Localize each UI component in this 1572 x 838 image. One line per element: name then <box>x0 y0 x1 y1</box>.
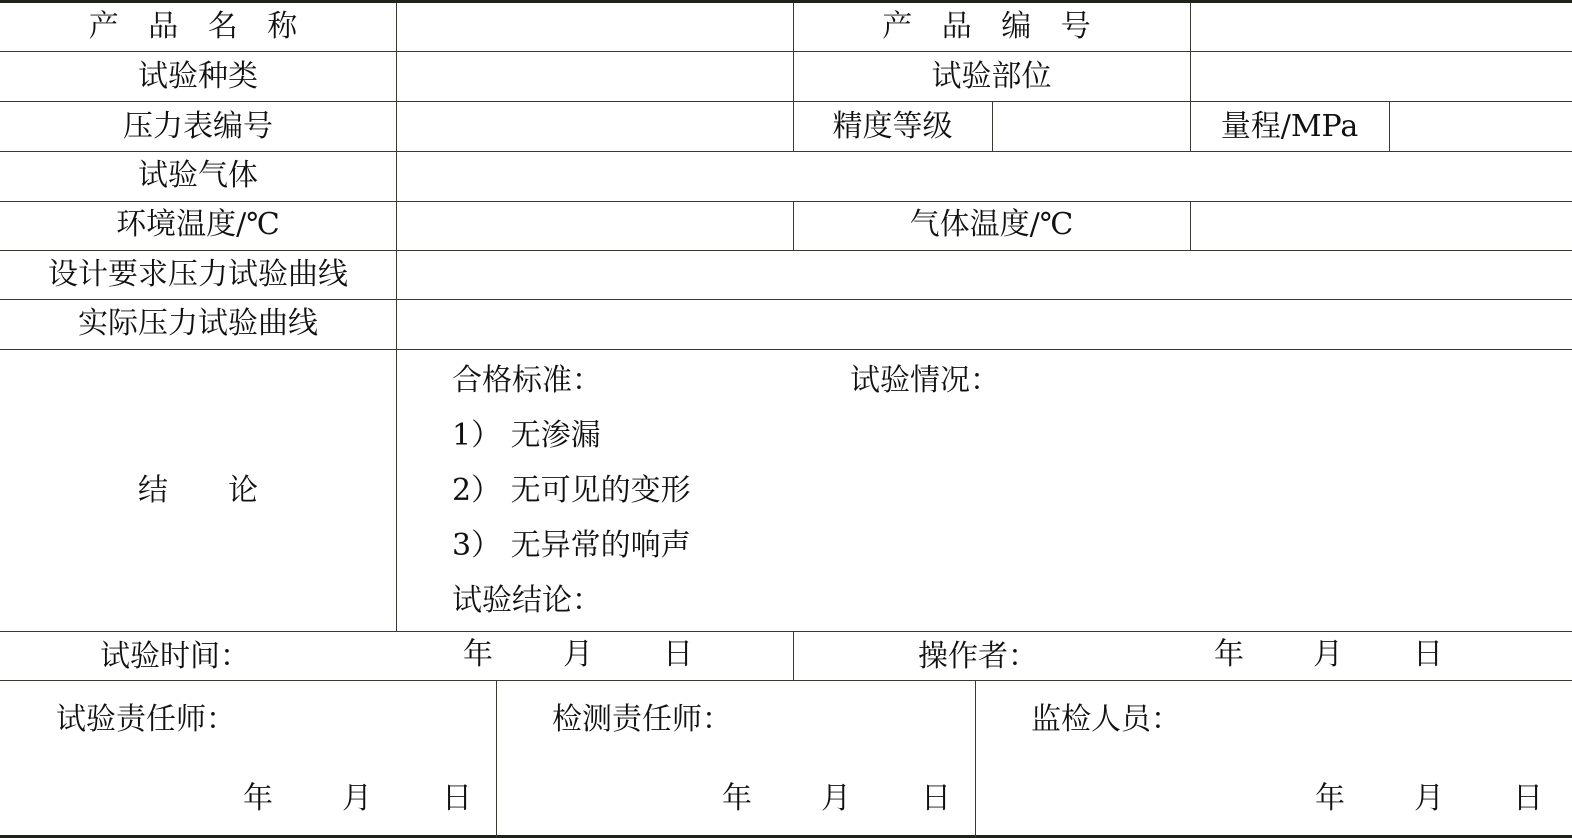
test-engineer-month: 月 <box>342 781 372 816</box>
row-line <box>0 250 1572 251</box>
row-line <box>0 51 1572 52</box>
criteria-heading: 合格标准： <box>452 363 602 398</box>
column-line <box>1190 201 1191 250</box>
row-line <box>0 101 1572 102</box>
row-line <box>0 631 1572 632</box>
test-time-label: 试验时间： <box>100 639 250 674</box>
inspection-engineer-day: 日 <box>921 781 951 816</box>
supervisor-month: 月 <box>1414 781 1444 816</box>
criteria-item: 1） 无渗漏 <box>452 418 601 453</box>
row-line <box>0 201 1572 202</box>
test-type-label: 试验种类 <box>138 59 258 94</box>
inspection-engineer-month: 月 <box>821 781 851 816</box>
column-line <box>793 631 794 680</box>
product-name-label: 产 品 名 称 <box>88 9 308 44</box>
test-time-day: 日 <box>663 637 693 672</box>
operator-year: 年 <box>1214 637 1244 672</box>
column-line <box>1389 101 1390 151</box>
test-part-label: 试验部位 <box>931 59 1052 94</box>
inspection-engineer-year: 年 <box>722 781 752 816</box>
column-line <box>396 3 397 631</box>
criteria-item: 3） 无异常的响声 <box>452 528 691 563</box>
operator-label: 操作者： <box>918 639 1038 674</box>
operator-day: 日 <box>1413 637 1443 672</box>
test-gas-label: 试验气体 <box>138 158 258 193</box>
test-engineer-day: 日 <box>442 781 472 816</box>
supervisor-year: 年 <box>1315 781 1345 816</box>
supervisor-label: 监检人员： <box>1031 702 1181 737</box>
product-number-label: 产 品 编 号 <box>882 9 1101 44</box>
test-engineer-label: 试验责任师： <box>56 702 236 737</box>
row-line <box>0 151 1572 152</box>
range-label: 量程/MPa <box>1220 109 1359 144</box>
ambient-temp-label: 环境温度/℃ <box>116 207 280 242</box>
inspection-engineer-label: 检测责任师： <box>552 702 732 737</box>
result-heading: 试验结论： <box>452 583 602 618</box>
actual-curve-label: 实际压力试验曲线 <box>78 306 318 341</box>
gas-temp-label: 气体温度/℃ <box>909 207 1074 242</box>
row-line <box>0 349 1572 350</box>
test-time-year: 年 <box>463 637 493 672</box>
design-curve-label: 设计要求压力试验曲线 <box>48 257 348 292</box>
gauge-number-label: 压力表编号 <box>123 109 273 144</box>
supervisor-day: 日 <box>1513 781 1543 816</box>
row-line <box>0 680 1572 681</box>
situation-heading: 试验情况： <box>850 363 1000 398</box>
column-line <box>496 680 497 838</box>
test-time-month: 月 <box>563 637 593 672</box>
operator-month: 月 <box>1313 637 1343 672</box>
conclusion-label: 结 论 <box>138 473 258 508</box>
criteria-item: 2） 无可见的变形 <box>452 473 691 508</box>
test-engineer-year: 年 <box>243 781 273 816</box>
row-line <box>0 299 1572 300</box>
column-line <box>992 101 993 151</box>
column-line <box>975 680 976 838</box>
accuracy-grade-label: 精度等级 <box>832 109 953 144</box>
